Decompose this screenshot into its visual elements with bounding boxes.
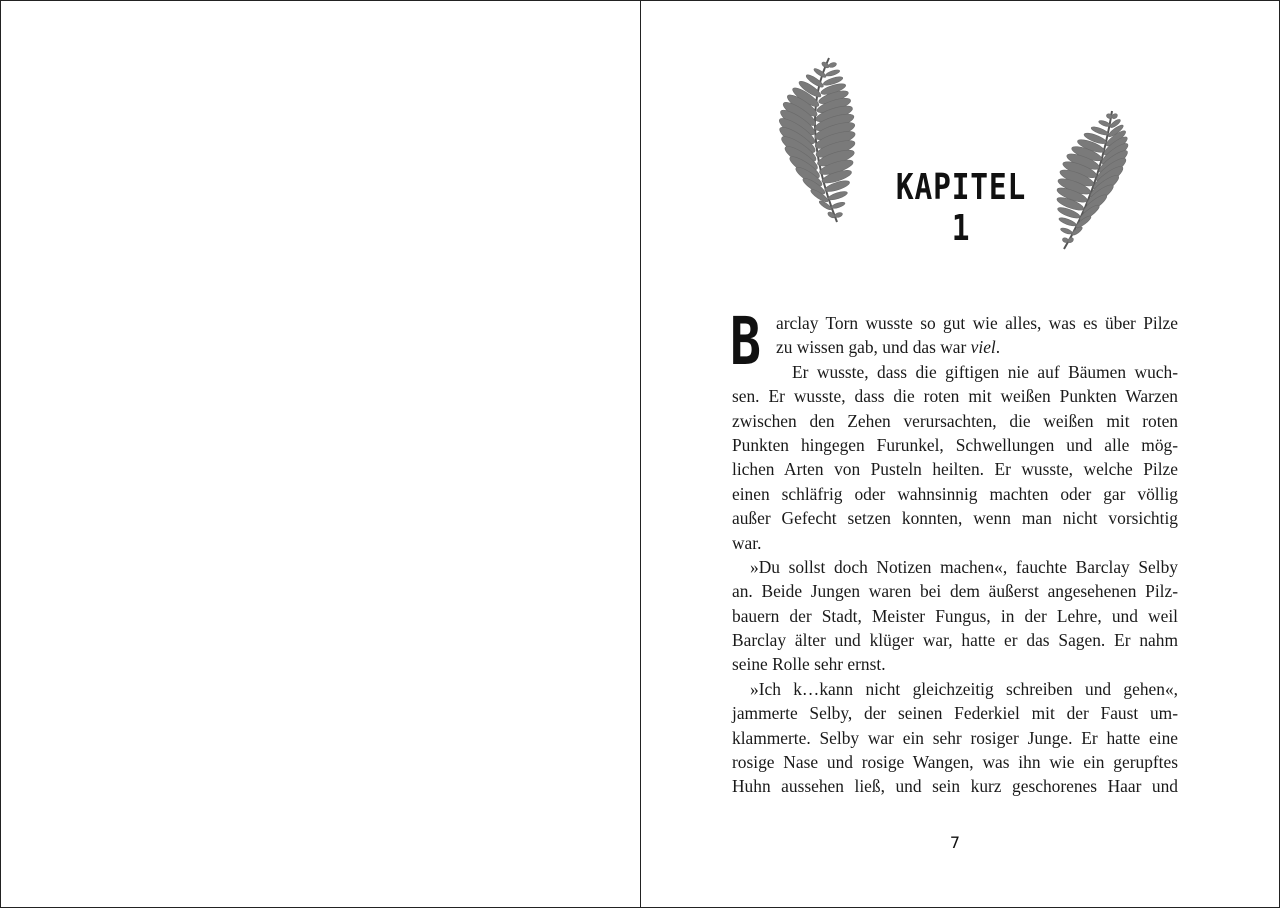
text-line: außer Gefecht setzen konnten, wenn man nicht vorsichtig [732, 508, 1178, 529]
right-page [641, 1, 1279, 907]
text-line: arclay Torn wusste so gut wie alles, was es über Pilze [776, 313, 1178, 333]
text-line: zu wissen gab, und das war viel. [776, 337, 1001, 358]
text-line: jammerte Selby, der seinen Federkiel mit der Faust um- [732, 703, 1178, 724]
text-line: bauern der Stadt, Meister Fungus, in der Lehre, und weil [732, 605, 1178, 626]
text-line: war. [732, 532, 762, 553]
text-line: »Ich k…kann nicht gleichzeitig schreiben und gehen«, [750, 678, 1178, 699]
text-line: lichen Arten von Pusteln heilten. Er wusste, welche Pilze [732, 459, 1178, 480]
fern-icon [759, 56, 863, 224]
text-line: rosige Nase und rosige Wangen, was ihn wie ein gerupftes [732, 752, 1178, 773]
text-line: Barclay älter und klüger war, hatte er das Sagen. Er nahm [732, 630, 1178, 651]
drop-cap: B [730, 303, 762, 380]
emphasis-word: viel [970, 337, 996, 358]
text-line: an. Beide Jungen waren bei dem äußerst angesehenen Pilz- [732, 581, 1178, 602]
left-page-blank [1, 1, 640, 907]
chapter-body [730, 303, 1178, 799]
text-line: Huhn aussehen ließ, und sein kurz geschorenes Haar und [732, 776, 1178, 797]
text-line: Punkten hingegen Furunkel, Schwellungen und alle mög- [732, 434, 1178, 455]
text-line: sen. Er wusste, dass die roten mit weißen Punkten Warzen [732, 386, 1178, 407]
chapter-title: KAPITEL 1 [895, 167, 1027, 249]
text-line: einen schläfrig oder wahnsinnig machten oder gar völlig [732, 483, 1178, 504]
text-line: »Du sollst doch Notizen machen«, fauchte Barclay Selby [750, 556, 1178, 577]
text-line: seine Rolle sehr ernst. [732, 654, 886, 675]
page-number: 7 [949, 833, 961, 852]
text-line: Er wusste, dass die giftigen nie auf Bäumen wuch- [792, 361, 1178, 382]
text-line: klammerte. Selby war ein sehr rosiger Junge. Er hatte eine [732, 727, 1178, 748]
text-line-fragment: zu wissen gab, und das war [776, 337, 967, 358]
fern-icon [1054, 109, 1150, 251]
text-line: zwischen den Zehen verursachten, die weißen mit roten [732, 410, 1178, 431]
